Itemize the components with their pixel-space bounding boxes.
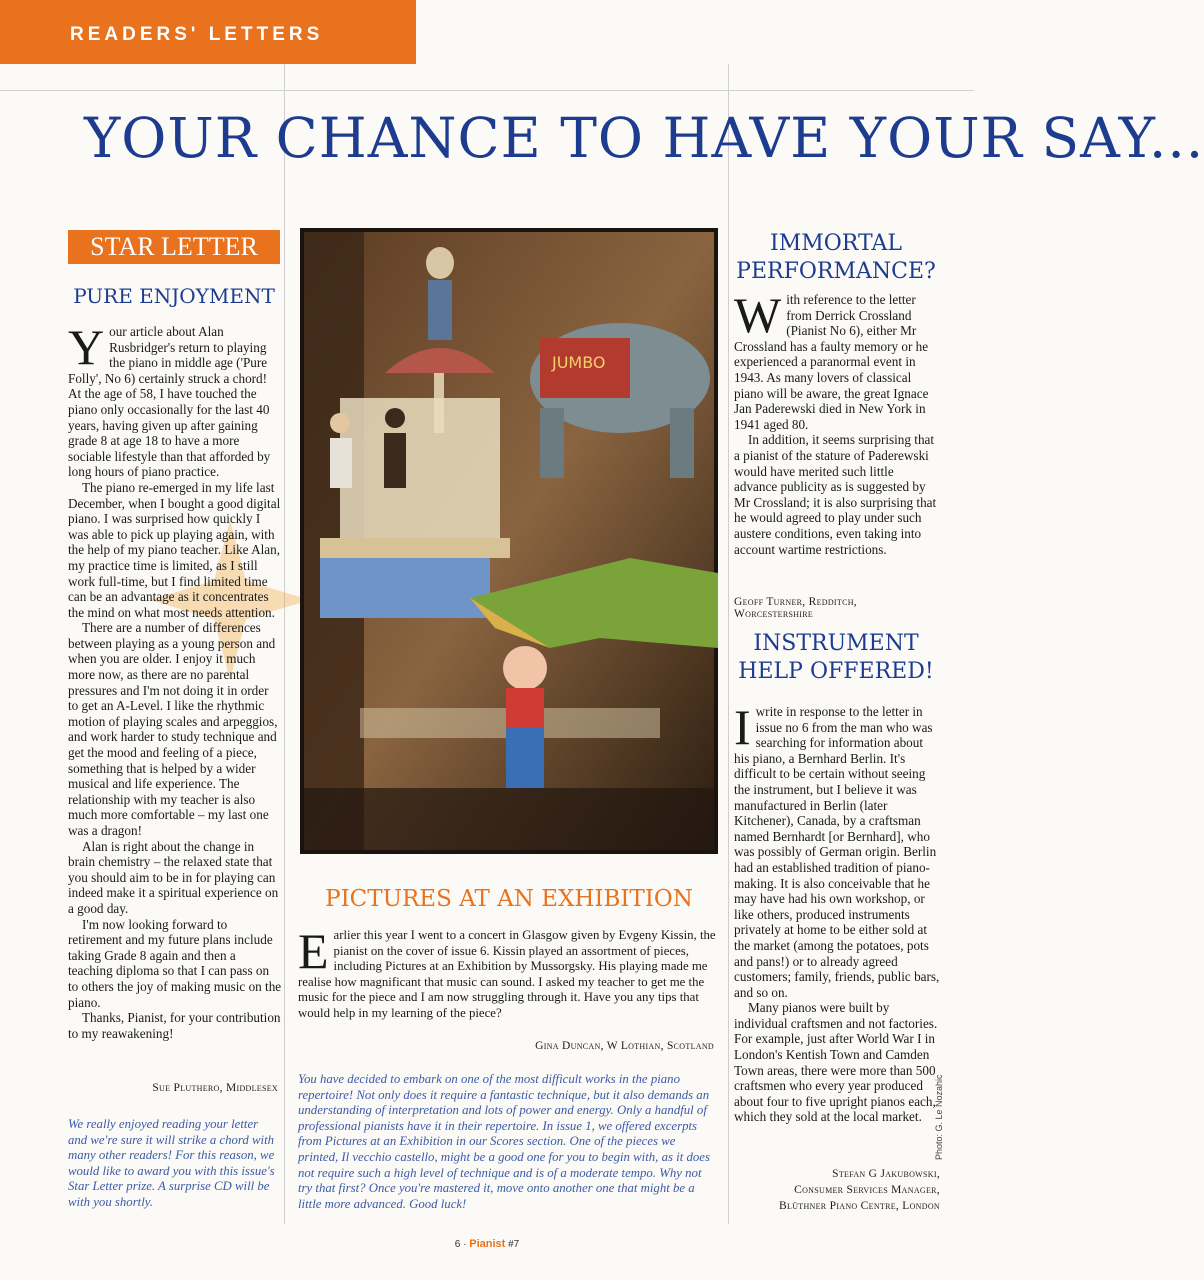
paragraph: Thanks, Pianist, for your contribution to my reawakening! [68,1010,281,1041]
page-footer: 6 · Pianist #7 [454,1238,520,1250]
paragraph: our article about Alan Rusbridger's return to playing the piano in middle age ('Pure Folly', No 6) certainly struck a chord! At the age of 58, I have touched the piano only occasionally for the last 40 years, having given up after gaining grade 8 at age 18 to have a more sociable lifestyle than that afforded by long hours of piano practice. [68,324,271,480]
instrument-title [734,630,938,686]
immortal-signature: Geoff Turner, Redditch, Worcestershire [734,596,857,620]
immortal-title-line: IMMORTAL [770,231,902,256]
star-letter-title: PURE ENJOYMENT [73,284,275,308]
pictures-title: PICTURES AT AN EXHIBITION [325,886,693,912]
magazine-name: Pianist [469,1238,506,1250]
pictures-body [298,923,718,1022]
paragraph: arlier this year I went to a concert in Glasgow given by Evgeny Kissin, the pianist on the cover of issue 6. Kissin played an assortment of pieces, including Pictures at an Exhibition by Mussorgsky. His playing made me realise how magnificant that music can sound. I asked my teacher to get me the music for the piece and I am now struggling through it. Have you any tips that would help in my learning of the piece? [298,928,716,1020]
instrument-signature [734,1166,940,1214]
signature-line: Blüthner Piano Centre, London [779,1200,940,1212]
pictures-signature: Gina Duncan, W Lothian, Scotland [535,1040,714,1052]
paragraph: There are a number of differences between playing as a young person and when you are older. I enjoy it much more now, as there are no parental pressures and I'm not doing it in order to get an A-Level. I like the rhythmic motion of playing scales and arpeggios, and work harder to study technique and get the mood and feeling of a piece, something that is helped by a wider musical and life experience. The relationship with my teacher is also much more comfortable – my last one was a dragon! [68,620,278,838]
immortal-title-line: PERFORMANCE? [736,259,936,284]
star-letter-signature: Sue Pluthero, Middlesex [152,1082,278,1094]
immortal-title [734,230,938,286]
pictures-reply: You have decided to embark on one of the most difficult works in the piano repertoire! Not only does it require a fantastic technique, but it also demands an understanding of interpretation and lots of power and energy. Only a handful of professional pianists have it in their repertoire. In issue 1, we offered excerpts from Pictures at an Exhibition in our Scores section. One of the pieces we printed, Il vecchio castello, might be a good one for you to begin with, as it does not require such a high level of technique and is of a moderate tempo. Why not try that first? Once you're mastered it, move onto another one that might be a little more advanced. Good luck! [298,1072,710,1211]
paragraph: The piano re-emerged in my life last December, when I bought a good digital piano. I was surprised how quickly I was able to pick up playing again, with the help of my piano teacher. Like Alan, my practice time is limited, as I still work full-time, but I find limited time can be an advantage as it concentrates the mind on what most needs attention. [68,479,281,620]
star-letter-body [68,319,282,1041]
divider [0,90,974,91]
photo-credit: Photo: G. Le Nozahic [934,1074,944,1160]
paragraph: In addition, it seems surprising that a pianist of the stature of Paderewski would have merited such little advance publicity as is suggested by Mr Crossland; it is also surprising that he would agreed to play under such austere conditions, even taking into account wartime restrictions. [734,432,937,557]
instrument-title-line: HELP OFFERED! [738,659,934,684]
drop-cap: E [298,923,329,979]
page-number: 6 [454,1239,461,1250]
drop-cap: W [734,287,782,343]
paragraph: Alan is right about the change in brain chemistry – the relaxed state that you should aim to be in for playing can indeed make it a spiritual experience on a good day. [68,838,279,916]
instrument-title-line: INSTRUMENT [753,631,919,656]
signature-line: Consumer Services Manager, [794,1184,940,1196]
issue-number: #7 [508,1239,520,1250]
jumbo-label: JUMBO [552,353,606,372]
section-banner-label: READERS' LETTERS [70,24,324,45]
signature-line: Stefan G Jakubowski, [832,1168,940,1180]
paragraph: write in response to the letter in issue no 6 from the man who was searching for information about his piano, a Bernhard Berlin. It's difficult to be certain without seeing the instrument, but I believe it was manufactured in Berlin (later Kitchener), Canada, by a craftsman named Bernhardt [or Bernhard], who was possibly of German origin. Berlin had an established tradition of piano-making. It is also conceivable that he may have had his own workshop, or like others, produced instruments privately at home to be either sold at the market (among the potatoes, pots and pans!) or to already agreed customers; family, friends, public bars, and so on. [734,704,940,1000]
paragraph: I'm now looking forward to retirement and my future plans include taking Grade 8 again and then a teaching diploma so that I can pass on to others the joy of making music on the piano. [68,916,282,1010]
immortal-body [734,287,938,557]
instrument-body [734,699,940,1125]
star-letter-reply: We really enjoyed reading your letter and we're sure it will strike a chord with many other readers! For this reason, we would like to award you with this issue's Star Letter prize. A surprise CD will be with you shortly. [68,1117,275,1209]
paragraph: ith reference to the letter from Derrick Crossland (Pianist No 6), either Mr Crossland has a faulty memory or he experienced a paranormal event in 1943. As many lovers of classical piano will be aware, the great Ignace Jan Paderewski died in New York in 1941 aged 80. [734,292,929,432]
page-title: YOUR CHANCE TO HAVE YOUR SAY... [84,106,1204,170]
section-banner [0,0,416,64]
drop-cap: Y [68,319,105,375]
paragraph: Many pianos were built by individual craftsmen and not factories. For example, just after World War I in London's Kentish Town and Camden Town areas, there were more than 500 craftsmen who every year produced about four to five upright pianos each, which they sold at the local market. [734,1000,938,1125]
star-letter-label: STAR LETTER [68,230,280,264]
drop-cap: I [734,699,751,755]
column-divider [728,64,729,1224]
toy-photo [300,228,718,854]
